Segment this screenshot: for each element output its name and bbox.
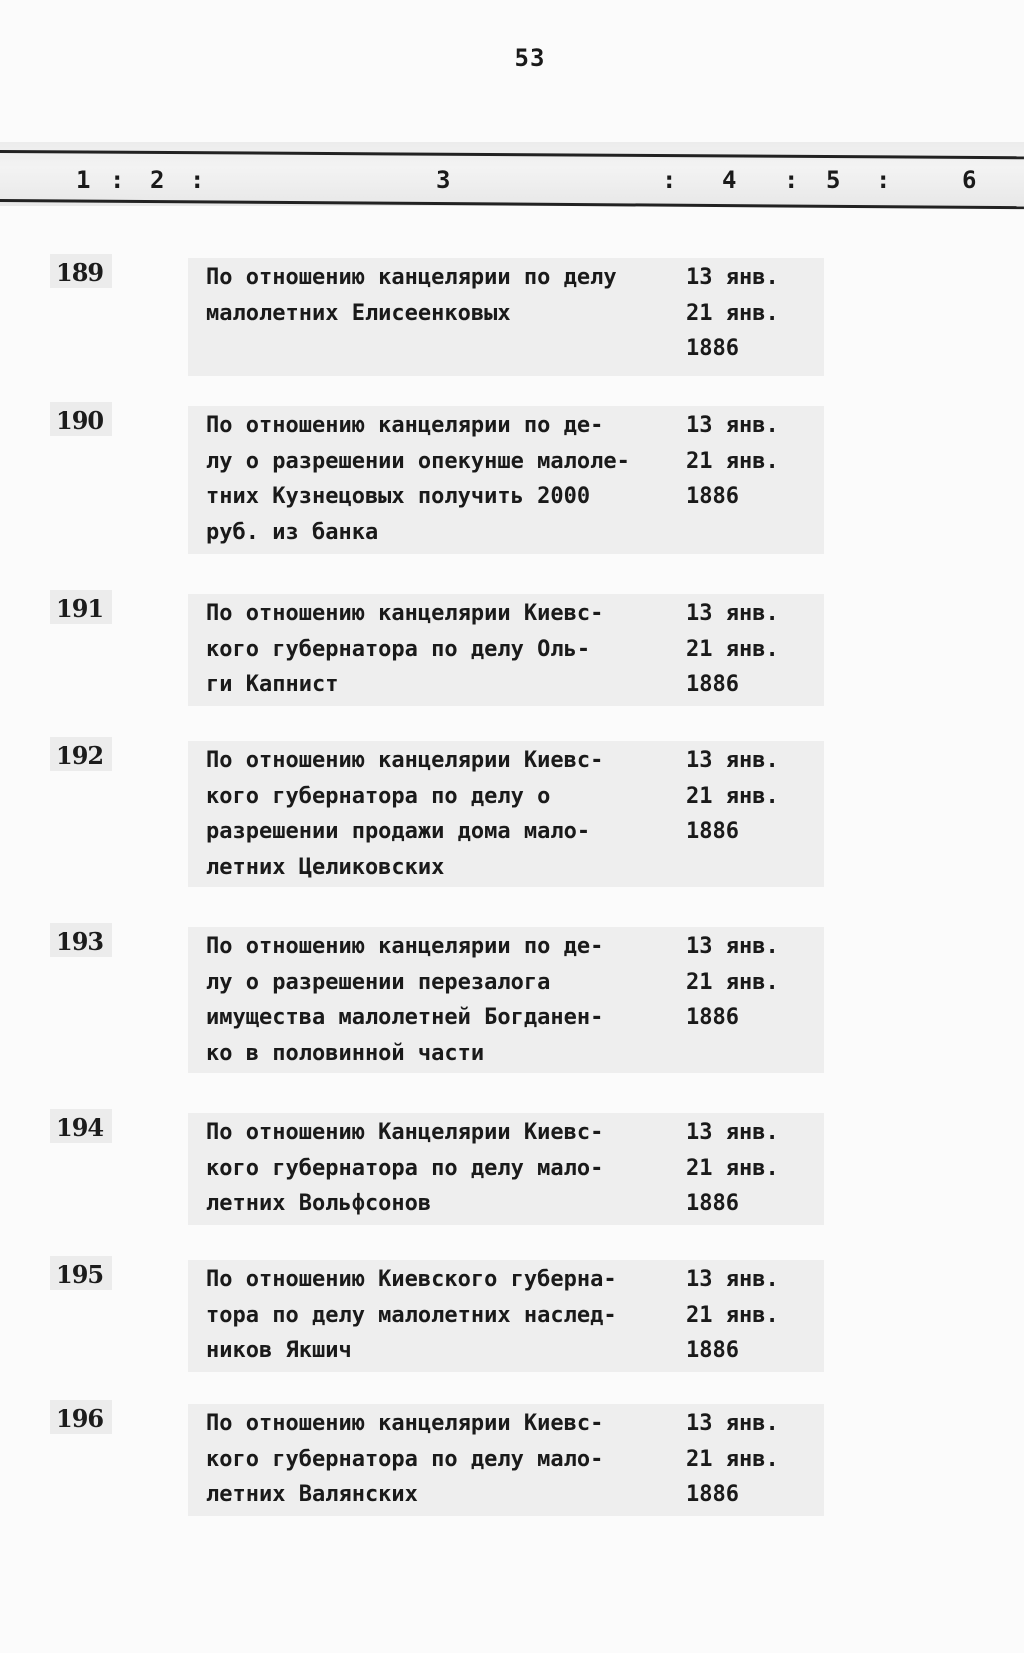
date-start: 13 янв. bbox=[686, 413, 779, 438]
page-number: 53 bbox=[514, 44, 546, 72]
entry-description: По отношению канцелярии Киевс- кого губернатора по делу Оль- ги Капнист bbox=[206, 601, 604, 697]
date-start: 13 янв. bbox=[686, 1120, 779, 1145]
column-header-2: 2 bbox=[150, 166, 165, 194]
entry-description: По отношению Канцелярии Киевс- кого губернатора по делу мало- летних Вольфсонов bbox=[206, 1120, 604, 1216]
date-start: 13 янв. bbox=[686, 601, 779, 626]
date-year: 1886 bbox=[686, 672, 739, 697]
date-end: 21 янв. bbox=[686, 1446, 779, 1472]
date-year: 1886 bbox=[686, 1005, 739, 1030]
entry-dates bbox=[686, 1115, 806, 1222]
entry-dates bbox=[686, 408, 806, 515]
date-end: 21 янв. bbox=[686, 448, 779, 474]
date-end: 21 янв. bbox=[686, 1302, 779, 1328]
register-entry bbox=[0, 1404, 1024, 1524]
entry-description: По отношению Киевского губерна- тора по делу малолетних наслед- ников Якшич bbox=[206, 1267, 617, 1363]
date-end: 21 янв. bbox=[686, 300, 779, 326]
entry-dates bbox=[686, 260, 806, 367]
register-entry bbox=[0, 406, 1024, 556]
column-header-1: 1 bbox=[76, 166, 91, 194]
date-start: 13 янв. bbox=[686, 1411, 779, 1436]
entry-description: По отношению канцелярии по де- лу о разрешении опекунше малоле- тних Кузнецовых получить 2000 руб. из банка bbox=[206, 413, 630, 545]
column-separator: : bbox=[876, 166, 891, 194]
column-separator: : bbox=[662, 166, 677, 194]
entry-dates bbox=[686, 929, 806, 1036]
entry-description: По отношению канцелярии Киевс- кого губернатора по делу о разрешении продажи дома мало- летних Целиковских bbox=[206, 748, 604, 880]
entry-description: По отношению канцелярии Киевс- кого губернатора по делу мало- летних Валянских bbox=[206, 1411, 604, 1507]
entry-number: 196 bbox=[56, 1404, 104, 1433]
date-start: 13 янв. bbox=[686, 1267, 779, 1292]
column-header-4: 4 bbox=[722, 166, 737, 194]
date-start: 13 янв. bbox=[686, 934, 779, 959]
register-entry bbox=[0, 1113, 1024, 1233]
date-year: 1886 bbox=[686, 1191, 739, 1216]
entry-dates bbox=[686, 1406, 806, 1513]
column-header-6: 6 bbox=[962, 166, 977, 194]
date-year: 1886 bbox=[686, 1482, 739, 1507]
entry-dates bbox=[686, 596, 806, 703]
entry-number: 195 bbox=[56, 1260, 104, 1289]
entry-number: 190 bbox=[56, 406, 104, 435]
entry-dates bbox=[686, 1262, 806, 1369]
date-year: 1886 bbox=[686, 819, 739, 844]
column-separator: : bbox=[110, 166, 125, 194]
column-header-5: 5 bbox=[826, 166, 841, 194]
entry-number: 191 bbox=[56, 594, 104, 623]
date-start: 13 янв. bbox=[686, 265, 779, 290]
entry-number: 189 bbox=[56, 258, 104, 287]
date-year: 1886 bbox=[686, 336, 739, 361]
date-end: 21 янв. bbox=[686, 783, 779, 809]
register-entry bbox=[0, 1260, 1024, 1380]
entry-description: По отношению канцелярии по де- лу о разрешении перезалога имущества малолетней Богданен- ко в половинной части bbox=[206, 934, 604, 1066]
register-entry bbox=[0, 741, 1024, 891]
date-end: 21 янв. bbox=[686, 1155, 779, 1181]
register-entry bbox=[0, 927, 1024, 1077]
date-year: 1886 bbox=[686, 484, 739, 509]
date-end: 21 янв. bbox=[686, 636, 779, 662]
entry-number: 192 bbox=[56, 741, 104, 770]
register-entry bbox=[0, 258, 1024, 378]
entry-number: 193 bbox=[56, 927, 104, 956]
entry-description: По отношению канцелярии по делу малолетних Елисеенковых bbox=[206, 265, 617, 326]
column-header-3: 3 bbox=[436, 166, 451, 194]
column-separator: : bbox=[784, 166, 799, 194]
date-end: 21 янв. bbox=[686, 969, 779, 995]
column-separator: : bbox=[190, 166, 205, 194]
entry-number: 194 bbox=[56, 1113, 104, 1142]
register-entry bbox=[0, 594, 1024, 714]
date-year: 1886 bbox=[686, 1338, 739, 1363]
entry-dates bbox=[686, 743, 806, 850]
date-start: 13 янв. bbox=[686, 748, 779, 773]
